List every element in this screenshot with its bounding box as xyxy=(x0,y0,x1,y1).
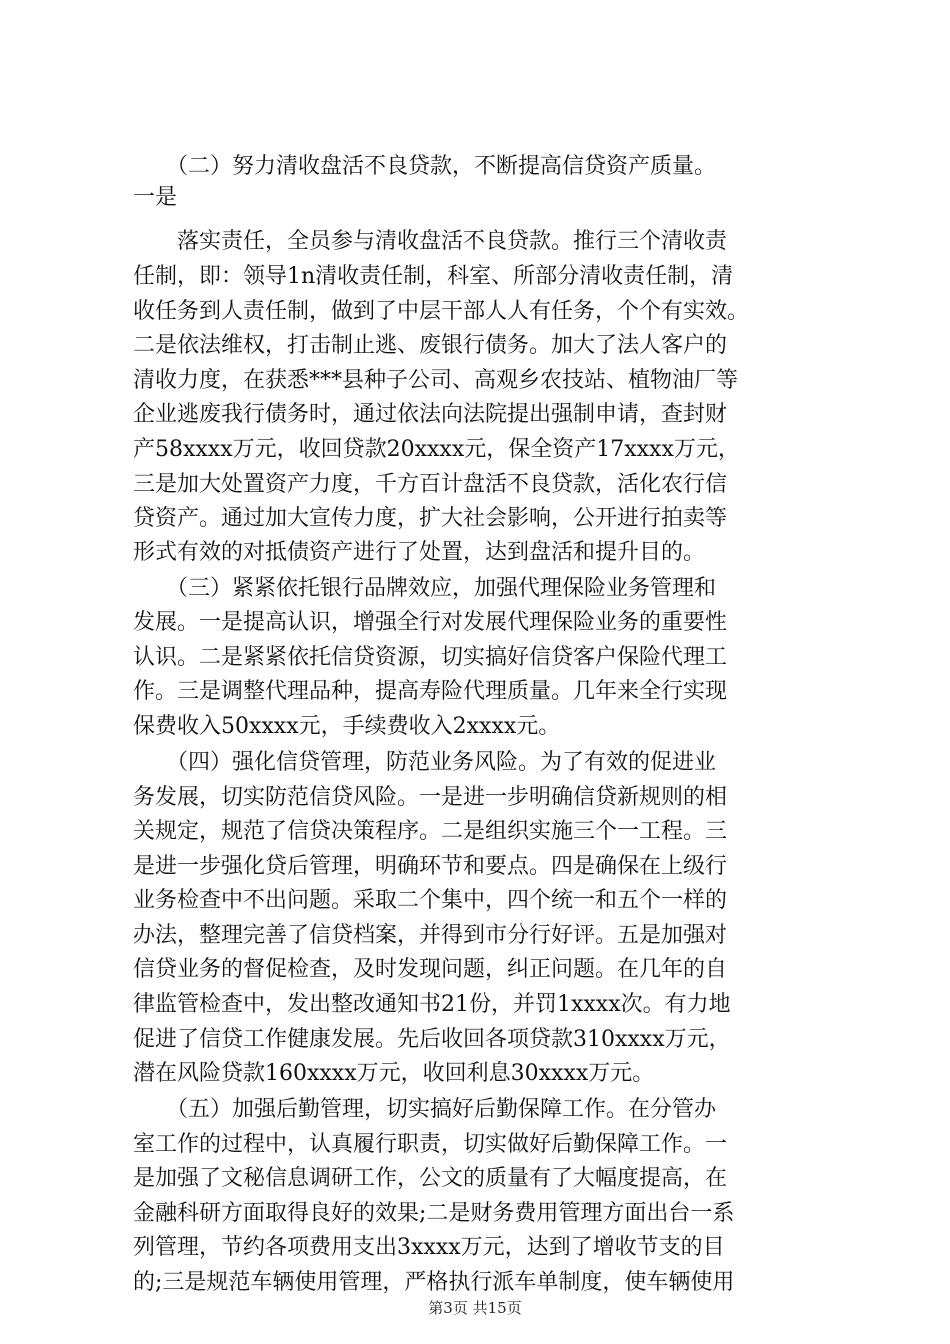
text-line: 业务检查中不出问题。采取二个集中，四个统一和五个一样的 xyxy=(133,888,728,913)
text-line: 发展。一是提高认识，增强全行对发展代理保险业务的重要性 xyxy=(133,610,728,635)
text-line: 室工作的过程中，认真履行职责，切实做好后勤保障工作。一 xyxy=(133,1132,728,1157)
text-line: （四）强化信贷管理，防范业务风险。为了有效的促进业 xyxy=(133,750,717,775)
text-line: 潜在风险贷款160xxxx万元，收回利息30xxxx万元。 xyxy=(133,1061,655,1086)
text-line: 律监管检查中，发出整改通知书21份，并罚1xxxx次。有力地 xyxy=(133,992,731,1017)
text-line: 收任务到人责任制，做到了中层干部人人有任务，个个有实效。 xyxy=(133,299,750,324)
text-line: 金融科研方面取得良好的效果;二是财务费用管理方面出台一系 xyxy=(133,1201,735,1226)
text-line: 是加强了文秘信息调研工作，公文的质量有了大幅度提高，在 xyxy=(133,1166,728,1191)
page-footer: 第3页 共15页 xyxy=(428,1299,522,1317)
text-line: 关规定，规范了信贷决策程序。二是组织实施三个一工程。三 xyxy=(133,819,728,844)
text-line: 信贷业务的督促检查，及时发现问题，纠正问题。在几年的自 xyxy=(133,957,728,982)
text-line: 落实责任，全员参与清收盘活不良贷款。推行三个清收责 xyxy=(133,229,728,254)
text-line: 促进了信贷工作健康发展。先后收回各项贷款310xxxx万元， xyxy=(133,1027,731,1052)
text-line: 二是依法维权，打击制止逃、废银行债务。加大了法人客户的 xyxy=(133,333,728,358)
text-line: 企业逃废我行债务时，通过依法向法院提出强制申请，查封财 xyxy=(133,402,728,427)
text-line: 三是加大处置资产力度，千方百计盘活不良贷款，活化农行信 xyxy=(133,472,728,497)
text-line: 一是 xyxy=(133,185,178,210)
text-line: 办法，整理完善了信贷档案，并得到市分行好评。五是加强对 xyxy=(133,923,728,948)
text-line: （五）加强后勤管理，切实搞好后勤保障工作。在分管办 xyxy=(133,1097,717,1122)
text-line: 的;三是规范车辆使用管理，严格执行派车单制度，使车辆使用 xyxy=(133,1270,735,1295)
text-line: 保费收入50xxxx元，手续费收入2xxxx元。 xyxy=(133,714,561,739)
text-line: 是进一步强化贷后管理，明确环节和要点。四是确保在上级行 xyxy=(133,854,728,879)
text-line: 清收力度，在获悉***县种子公司、高观乡农技站、植物油厂等 xyxy=(133,368,739,393)
text-line: 认识。二是紧紧依托信贷资源，切实搞好信贷客户保险代理工 xyxy=(133,645,728,670)
text-line: 务发展，切实防范信贷风险。一是进一步明确信贷新规则的相 xyxy=(133,785,728,810)
text-line: 作。三是调整代理品种，提高寿险代理质量。几年来全行实现 xyxy=(133,679,728,704)
text-line: （二）努力清收盘活不良贷款，不断提高信贷资产质量。 xyxy=(133,154,717,179)
text-line: 产58xxxx万元，收回贷款20xxxx元，保全资产17xxxx万元， xyxy=(133,437,740,462)
text-line: 任制，即：领导1n清收责任制，科室、所部分清收责任制，清 xyxy=(133,264,734,289)
text-line: （三）紧紧依托银行品牌效应，加强代理保险业务管理和 xyxy=(133,576,717,601)
text-line: 列管理，节约各项费用支出3xxxx万元，达到了增收节支的目 xyxy=(133,1235,725,1260)
text-line: 贷资产。通过加大宣传力度，扩大社会影响，公开进行拍卖等 xyxy=(133,506,728,531)
text-line: 形式有效的对抵债资产进行了处置，达到盘活和提升目的。 xyxy=(133,540,706,565)
